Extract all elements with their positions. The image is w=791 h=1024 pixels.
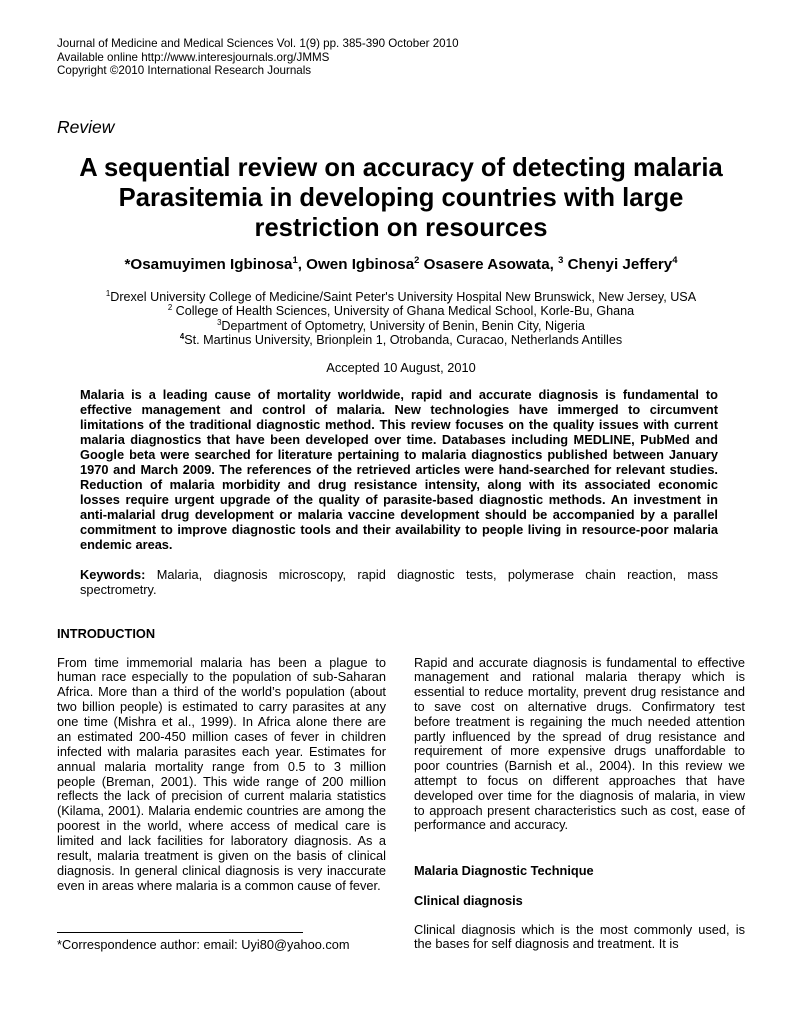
author-affiliation-marker: 3 <box>558 253 564 265</box>
body-text-line: people (Breman, 2001). This wide range of 200 million <box>57 773 386 789</box>
body-text-line: human race especially to the population of sub-Saharan <box>57 669 386 685</box>
abstract-line: limitations of the traditional diagnostic method. This review focuses on the quality issues with current <box>80 416 718 432</box>
affiliation-line <box>57 290 745 304</box>
affiliation-list <box>57 290 745 348</box>
affiliation-line <box>57 304 745 318</box>
body-text-line: developed over time for the diagnosis of malaria, in view <box>414 787 745 803</box>
body-text-line: poor countries (Barnish et al., 2004). In this review we <box>414 758 745 774</box>
journal-header <box>57 37 459 78</box>
body-text-line: to save cost on alternative drugs. Confirmatory test <box>414 698 745 714</box>
author-affiliation-marker: 1 <box>292 253 298 265</box>
abstract-line: losses require urgent upgrade of the quality of parasite-based diagnostic methods. An investment in <box>80 492 718 508</box>
author-list <box>57 253 745 274</box>
footnote-rule <box>57 932 303 933</box>
body-text-line: infected with malaria parasites each year. Estimates for <box>57 743 386 759</box>
article-title <box>57 153 745 243</box>
body-text-line: result, malaria treatment is given on the basis of clinical <box>57 847 386 863</box>
abstract-line: Reduction of malaria morbidity and drug resistance intensity, along with its associated economic <box>80 477 718 493</box>
abstract-line: endemic areas. <box>80 537 173 553</box>
body-text-line: Clinical diagnosis which is the most commonly used, is <box>414 921 745 937</box>
author-name: Chenyi Jeffery <box>563 256 673 273</box>
body-text-line: Africa. More than a third of the world’s population (about <box>57 684 386 700</box>
affiliation-text: College of Health Sciences, University of Ghana Medical School, Korle-Bu, Ghana <box>172 304 635 319</box>
body-text-line: performance and accuracy. <box>414 817 569 833</box>
clinical-diagnosis-paragraph <box>414 923 745 953</box>
affiliation-line <box>57 333 745 347</box>
affiliation-line <box>57 319 745 333</box>
body-text-line: essential to reduce mortality, prevent drug resistance and <box>414 684 745 700</box>
keywords-label: Keywords: <box>80 566 146 582</box>
abstract-line: commitment to improve diagnostic tools and their availability to people living in resource-poor malaria <box>80 522 718 538</box>
abstract-line: malaria diagnostics that have been developed over time. Databases including MEDLINE, PubMed and <box>80 431 718 447</box>
body-text-line: before treatment is regaining the much needed attention <box>414 713 745 729</box>
intro-right-column <box>414 656 745 834</box>
abstract-line: Malaria is a leading cause of mortality worldwide, rapid and accurate diagnosis is fundamental to <box>80 386 718 402</box>
body-text-line: to approach present characteristics such as cost, ease of <box>414 802 745 818</box>
body-text-line: the bases for self diagnosis and treatment. It is <box>414 936 679 952</box>
body-text-line: management and rational malaria therapy which is <box>414 669 745 685</box>
abstract <box>80 387 718 553</box>
subsection-heading-clinical-diagnosis: Clinical diagnosis <box>414 892 523 908</box>
abstract-line: anti-malarial drug development or malaria vaccine development should be accompanied by a parallel <box>80 507 718 523</box>
body-text-line: partly influenced by the spread of drug resistance and <box>414 728 745 744</box>
footnote-correspondence: *Correspondence author: email: Uyi80@yahoo.com <box>57 936 350 952</box>
author-name: Osasere Asowata, <box>419 256 559 273</box>
affiliation-text: Drexel University College of Medicine/Saint Peter's University Hospital New Brunswick, New Jersey, USA <box>110 290 697 304</box>
body-text-line: attempt to focus on different approaches that have <box>414 773 745 788</box>
affiliation-marker: 4 <box>179 332 185 342</box>
author-name: , Owen Igbinosa <box>297 256 415 273</box>
body-text-line: two billion people) is estimated to carry parasites at any <box>57 699 386 715</box>
author-affiliation-marker: 2 <box>414 253 420 265</box>
abstract-line: effective management and control of malaria. New technologies have immerged to circumvent <box>80 401 718 417</box>
keywords-line: spectrometry. <box>80 581 157 597</box>
section-heading-introduction: INTRODUCTION <box>57 625 156 641</box>
title-line: Parasitemia in developing countries with large <box>118 184 684 212</box>
body-text-line: (Kilama, 2001). Malaria endemic countries are among the <box>57 803 386 819</box>
body-text-line: From time immemorial malaria has been a plague to <box>57 654 386 670</box>
title-line: A sequential review on accuracy of detecting malaria <box>79 154 723 182</box>
keywords-line <box>80 567 718 582</box>
body-text-line: requirement of more expensive drugs unaffordable to <box>414 743 745 759</box>
affiliation-marker: 2 <box>167 303 173 313</box>
keywords <box>80 567 718 597</box>
author-affiliation-marker: 4 <box>672 253 678 265</box>
body-text-line: Rapid and accurate diagnosis is fundamental to effective <box>414 654 745 670</box>
body-text-line: annual malaria mortality range from 0.5 to 3 million <box>57 758 386 774</box>
intro-left-column <box>57 656 386 894</box>
body-text-line: one time (Mishra et al., 1999). In Africa alone there are <box>57 714 386 729</box>
body-text-line: diagnosis. In general clinical diagnosis is very inaccurate <box>57 862 386 878</box>
abstract-line: Google beta were searched for literature pertaining to malaria diagnostics published between January <box>80 446 718 462</box>
keywords-text: Malaria, diagnosis microscopy, rapid diagnostic tests, polymerase chain reaction, mass <box>156 566 718 582</box>
abstract-line: 1970 and March 2009. The references of the retrieved articles were hand-searched for relevant studies. <box>80 461 718 477</box>
body-text-line: an estimated 200-450 million cases of fever in children <box>57 728 386 744</box>
author-name: *Osamuyimen Igbinosa <box>124 256 293 273</box>
journal-availability: Available online http://www.interesjournals.org/JMMS <box>57 50 330 64</box>
journal-copyright: Copyright ©2010 International Research Journals <box>57 64 312 78</box>
body-text-line: limited and lack facilities for laboratory diagnosis. As a <box>57 833 386 848</box>
body-text-line: reflects the lack of precision of current malaria statistics <box>57 788 386 804</box>
title-line: restriction on resources <box>254 214 548 242</box>
section-heading-diagnostic-technique: Malaria Diagnostic Technique <box>414 862 594 878</box>
article-type-label: Review <box>57 117 115 137</box>
affiliation-marker: 1 <box>105 288 111 298</box>
body-text-line: poorest in the world, where access of medical care is <box>57 818 386 834</box>
affiliation-marker: 3 <box>217 317 222 327</box>
body-text-line: even in areas where malaria is a common cause of fever. <box>57 877 381 893</box>
journal-citation: Journal of Medicine and Medical Sciences Vol. 1(9) pp. 385-390 October 2010 <box>57 37 459 50</box>
affiliation-text: St. Martinus University, Brionplein 1, Otrobanda, Curacao, Netherlands Antilles <box>184 333 623 348</box>
affiliation-text: Department of Optometry, University of Benin, Benin City, Nigeria <box>221 318 585 333</box>
accepted-date: Accepted 10 August, 2010 <box>326 360 476 375</box>
